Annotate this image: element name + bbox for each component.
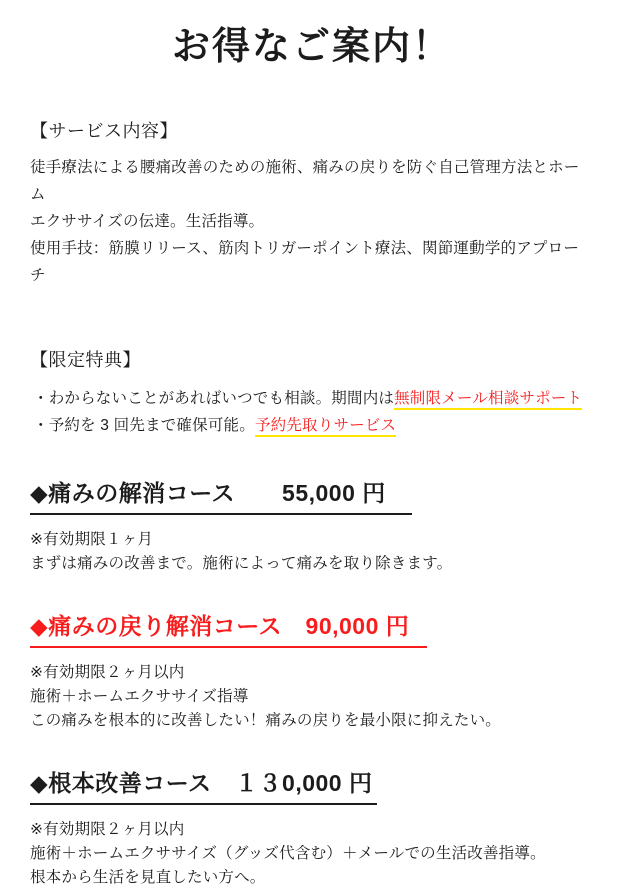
benefit-item bbox=[33, 385, 594, 412]
benefits-heading: 【限定特典】 bbox=[30, 349, 141, 370]
service-section bbox=[30, 117, 594, 289]
course-line: 施術＋ホームエクササイズ（グッズ代含む）＋メールでの生活改善指導。 bbox=[30, 844, 546, 862]
service-line: 使用手技：筋膜リリース、筋肉トリガーポイント療法、関節運動学的アプローチ bbox=[30, 239, 580, 284]
benefit-highlight: 無制限メール相談サポート bbox=[394, 390, 582, 410]
course-line: 根本から生活を見直したい方へ。 bbox=[30, 868, 266, 886]
benefit-text: ・予約を 3 回先まで確保可能。 bbox=[33, 416, 255, 434]
course-title: ◆根本改善コース １３0,000 円 bbox=[30, 765, 377, 805]
course-line: この痛みを根本的に改善したい！痛みの戻りを最小限に抑えたい。 bbox=[30, 711, 502, 729]
service-heading: 【サービス内容】 bbox=[30, 120, 178, 141]
course-note: ※有効期限２ヶ月以内 bbox=[30, 663, 185, 681]
course-note: ※有効期限１ヶ月 bbox=[30, 530, 154, 548]
course-details bbox=[30, 818, 594, 890]
benefit-highlight: 予約先取りサービス bbox=[255, 417, 396, 437]
benefit-item bbox=[33, 412, 594, 439]
page-title: お得なご案内！ bbox=[171, 26, 452, 68]
benefit-text: ・わからないことがあればいつでも相談。期間内は bbox=[33, 389, 395, 407]
course-note: ※有効期限２ヶ月以内 bbox=[30, 820, 185, 838]
course-details bbox=[30, 528, 594, 576]
benefits-list bbox=[30, 385, 594, 439]
course-line: 施術＋ホームエクササイズ指導 bbox=[30, 687, 249, 705]
service-line: エクササイズの伝達。生活指導。 bbox=[30, 212, 265, 230]
benefits-section bbox=[30, 346, 594, 439]
service-line: 徒手療法による腰痛改善のための施術、痛みの戻りを防ぐ自己管理方法とホーム bbox=[30, 158, 580, 203]
course-pain-relief bbox=[30, 475, 594, 576]
course-details bbox=[30, 661, 594, 733]
service-description bbox=[30, 154, 594, 289]
course-title: ◆痛みの戻り解消コース 90,000 円 bbox=[30, 608, 427, 648]
course-title: ◆痛みの解消コース 55,000 円 bbox=[30, 475, 412, 515]
course-fundamental-improvement bbox=[30, 765, 594, 890]
course-line: まずは痛みの改善まで。施術によって痛みを取り除きます。 bbox=[30, 554, 453, 572]
course-pain-return-relief bbox=[30, 608, 594, 733]
